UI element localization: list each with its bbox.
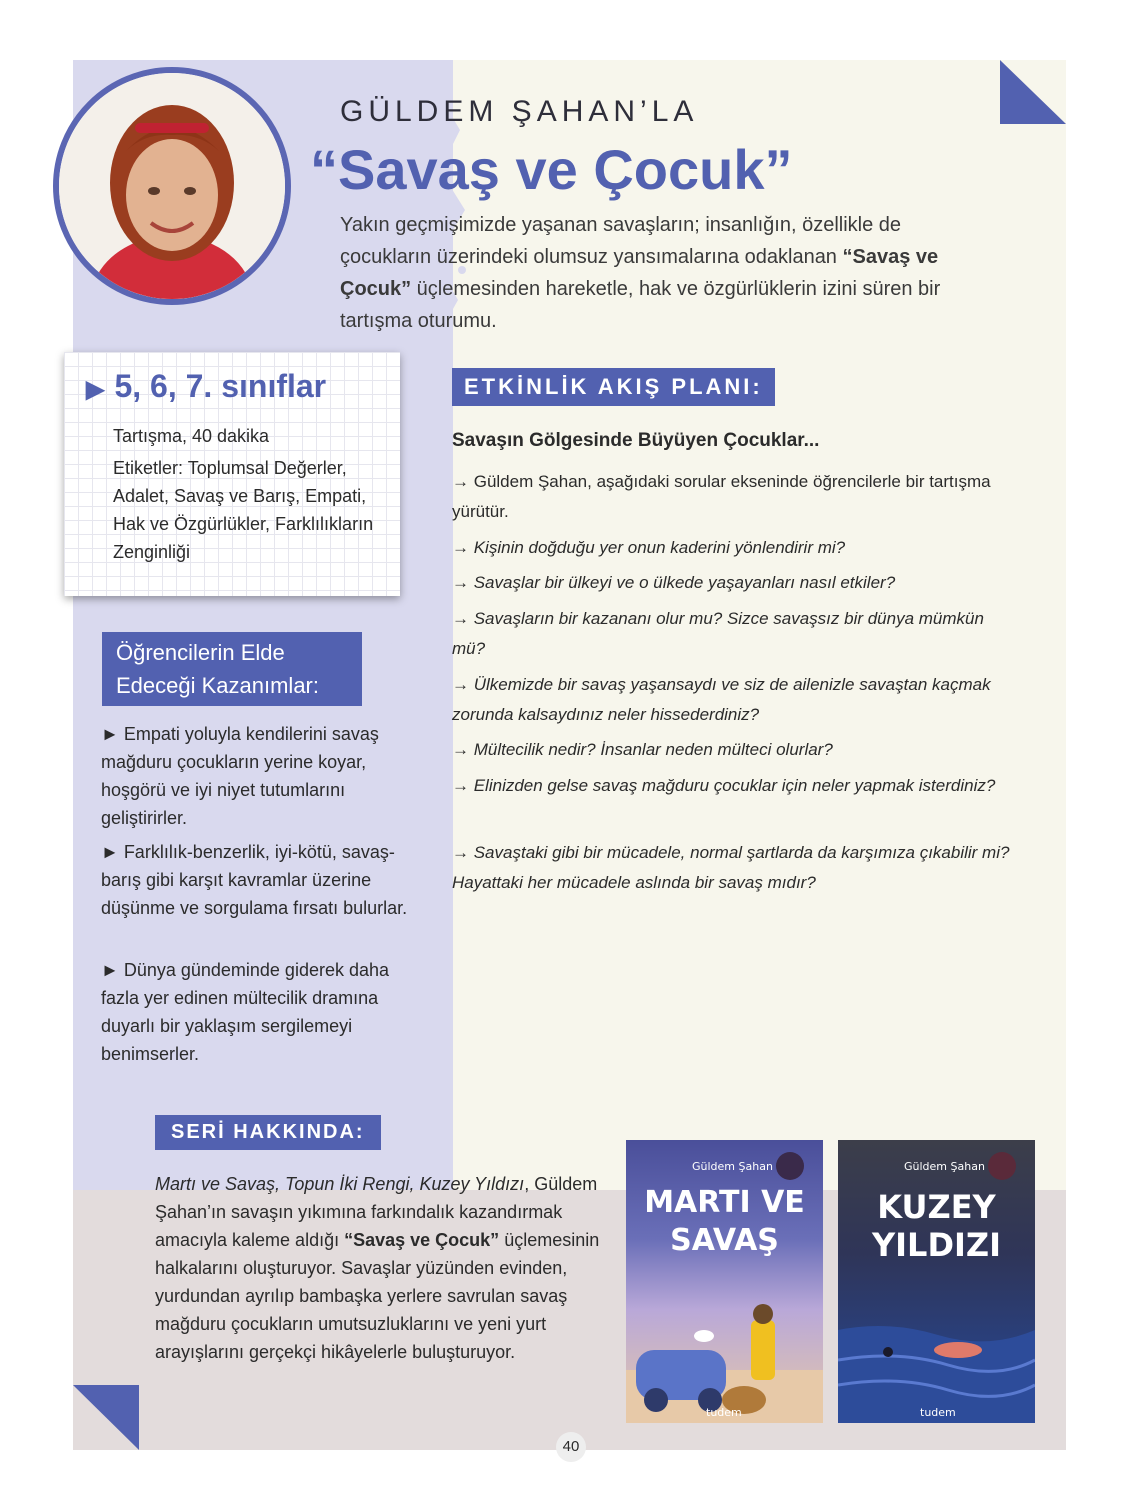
cover-illustration <box>626 1300 823 1423</box>
book-author: Güldem Şahan <box>904 1160 985 1173</box>
question-item: → Kişinin doğduğu yer onun kaderini yönlendirir mi? <box>452 538 846 557</box>
question-item: → Savaşların bir kazananı olur mu? Sizce savaşsız bir dünya mümkün mü? <box>452 609 984 658</box>
question-item: → Ülkemizde bir savaş yaşansaydı ve siz de ailenizle savaştan kaçmak zorunda kalsaydınız neler hissederdiniz? <box>452 675 991 724</box>
corner-triangle-bottom-left <box>73 1385 139 1450</box>
cover-illustration <box>838 1290 1035 1423</box>
flow-plan-label: ETKİNLİK AKIŞ PLANI: <box>452 368 775 406</box>
book-cover-marti-ve-savas <box>626 1140 823 1423</box>
publisher-logo: tudem <box>706 1406 742 1419</box>
page-title: “Savaş ve Çocuk” <box>310 138 793 201</box>
book-title: KUZEY YILDIZI <box>871 1188 1002 1264</box>
book-cover-kuzey-yildizi <box>838 1140 1035 1423</box>
flow-subtitle: Savaşın Gölgesinde Büyüyen Çocuklar... <box>452 430 820 451</box>
tags-text: Etiketler: Toplumsal Değerler, Adalet, Savaş ve Barış, Empati, Hak ve Özgürlükler, Farklılıkların Zenginliği <box>113 458 374 562</box>
outcomes-label: Öğrencilerin Elde Edeceği Kazanımlar: <box>102 632 362 706</box>
page-number: 40 <box>556 1432 586 1462</box>
question-item: → Elinizden gelse savaş mağduru çocuklar için neler yapmak isterdiniz? <box>452 776 996 795</box>
outcome-item: ► Farklılık-benzerlik, iyi-kötü, savaş-barış gibi karşıt kavramlar üzerine düşünme ve sorgulama fırsatı bulurlar. <box>101 842 408 918</box>
question-item: → Mültecilik nedir? İnsanlar neden mülteci olurlar? <box>452 740 833 759</box>
activity-format: Tartışma, 40 dakika <box>113 426 270 446</box>
author-photo <box>53 67 291 305</box>
series-logo-icon <box>776 1152 804 1180</box>
publisher-logo: tudem <box>920 1406 956 1419</box>
outcome-item: ► Empati yoluyla kendilerini savaş mağduru çocukların yerine koyar, hoşgörü ve iyi niyet tutumlarını geliştirirler. <box>101 724 379 828</box>
flow-intro: → Güldem Şahan, aşağıdaki sorular ekseninde öğrencilerle bir tartışma yürütür. <box>452 472 991 521</box>
question-item: → Savaştaki gibi bir mücadele, normal şartlarda da karşımıza çıkabilir mi? Hayattaki her mücadele aslında bir savaş mıdır? <box>452 843 1010 892</box>
intro-paragraph: Yakın geçmişimizde yaşanan savaşların; insanlığın, özellikle de çocukların üzerindeki olumsuz yansımalarına odaklanan “Savaş ve Çocuk” üçlemesinden hareketle, hak ve özgürlüklerin izini süren bir tartışma oturumu. <box>340 214 941 332</box>
question-item: → Savaşlar bir ülkeyi ve o ülkede yaşayanları nasıl etkiler? <box>452 573 896 592</box>
subtitle: GÜLDEM ŞAHAN’LA <box>340 95 699 128</box>
play-triangle-icon: ▶ <box>86 376 105 403</box>
series-logo-icon <box>988 1152 1016 1180</box>
portrait-illustration <box>59 73 285 299</box>
book-author: Güldem Şahan <box>692 1160 773 1173</box>
series-label: SERİ HAKKINDA: <box>155 1115 381 1150</box>
outcome-item: ► Dünya gündeminde giderek daha fazla yer edinen mültecilik dramına duyarlı bir yaklaşım sergilemeyi benimserler. <box>101 960 390 1064</box>
grades-heading: ▶ 5, 6, 7. sınıflar <box>86 368 327 404</box>
book-title: MARTI VE SAVAŞ <box>644 1185 805 1258</box>
corner-triangle-top-right <box>1000 60 1066 124</box>
series-paragraph: Martı ve Savaş, Topun İki Rengi, Kuzey Yıldızı, Güldem Şahan’ın savaşın yıkımına farkındalık kazandırmak amacıyla kaleme aldığı “Savaş ve Çocuk” üçlemesinin halkalarını oluşturuyor. Savaşlar yüzünden evinden, yurdundan ayrılıp bambaşka yerlere savrulan savaş mağduru çocukların umutsuzluklarını ve yeni yurt arayışlarını gerçekçi hikâyelerle buluşturuyor. <box>155 1174 600 1362</box>
